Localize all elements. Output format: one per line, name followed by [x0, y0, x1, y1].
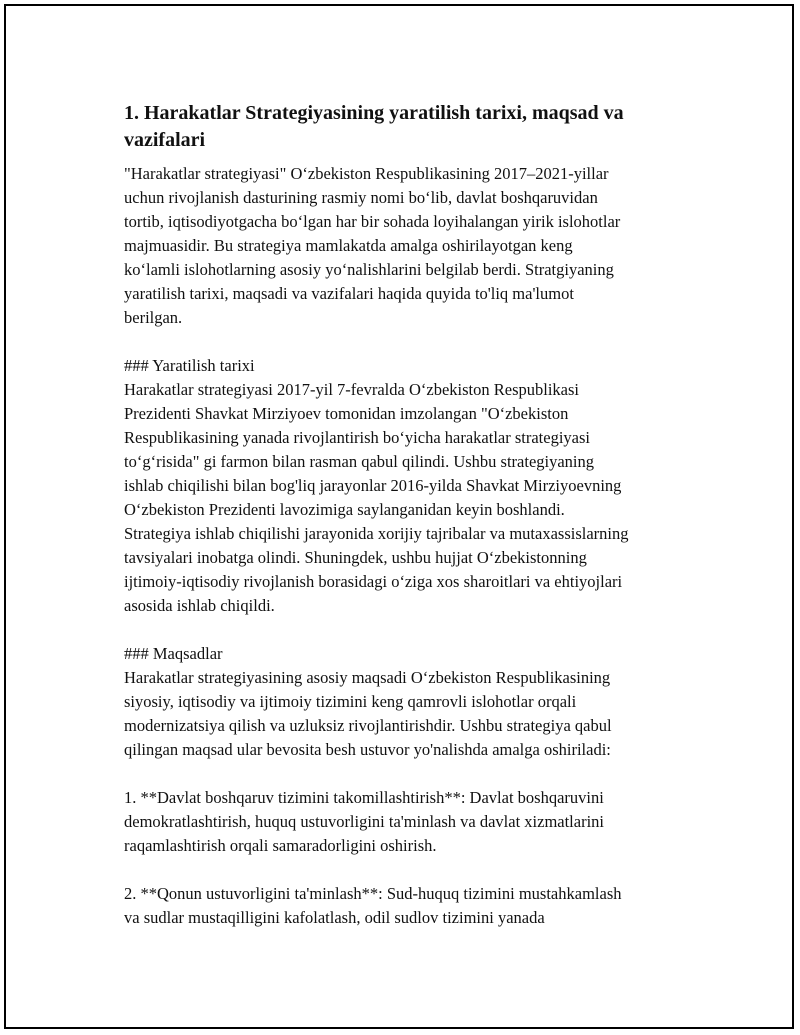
paragraph-gap	[124, 618, 699, 642]
intro-paragraph: "Harakatlar strategiyasi" Oʻzbekiston Respublikasining 2017–2021-yillar uchun rivojlanish dasturining rasmiy nomi boʻlib, davlat boshqaruvidan tortib, iqtisodiyotgacha boʻlgan har bir sohada loyihalangan yirik islohotlar majmuasidir. Bu strategiya mamlakatda amalga oshirilayotgan keng koʻlamli islohotlarning asosiy yoʻnalishlarini belgilab berdi. Stratgiyaning yaratilish tarixi, maqsadi va vazifalari haqida quyida to'liq ma'lumot berilgan.	[124, 164, 621, 327]
list-item-2: 2. **Qonun ustuvorligini ta'minlash**: Sud-huquq tizimini mustahkamlash va sudlar mustaqilligini kafolatlash, odil sudlov tizimini yanada	[124, 884, 622, 927]
list-item-1: 1. **Davlat boshqaruv tizimini takomillashtirish**: Davlat boshqaruvini demokratlashtirish, huquq ustuvorligini ta'minlash va davlat xizmatlarini raqamlashtirish orqali samaradorligini oshirish.	[124, 788, 605, 855]
page-frame	[4, 4, 794, 1029]
paragraph-gap	[124, 858, 699, 882]
document-body	[124, 100, 699, 930]
document-title: 1. Harakatlar Strategiyasining yaratilish tarixi, maqsad va vazifalari	[124, 102, 624, 151]
history-section: ### Yaratilish tarixi Harakatlar strategiyasi 2017-yil 7-fevralda Oʻzbekiston Respublikasi Prezidenti Shavkat Mirziyoev tomonidan imzolangan "Oʻzbekiston Respublikasining yanada rivojlantirish boʻyicha harakatlar strategiyasi toʻgʻrisida" gi farmon bilan rasman qabul qilindi. Ushbu strategiyaning ishlab chiqilishi bilan bog'liq jarayonlar 2016-yilda Shavkat Mirziyoevning Oʻzbekiston Prezidenti lavozimiga saylanganidan keyin boshlandi. Strategiya ishlab chiqilishi jarayonida xorijiy tajribalar va mutaxassislarning tavsiyalari inobatga olindi. Shuningdek, ushbu hujjat Oʻzbekistonning ijtimoiy-iqtisodiy rivojlanish borasidagi oʻziga xos sharoitlari va ehtiyojlari asosida ishlab chiqildi.	[124, 356, 629, 615]
goals-section: ### Maqsadlar Harakatlar strategiyasining asosiy maqsadi Oʻzbekiston Respublikasining siyosiy, iqtisodiy va ijtimoiy tizimini keng qamrovli islohotlar orqali modernizatsiya qilish va uzluksiz rivojlantirishdir. Ushbu strategiya qabul qilingan maqsad ular bevosita besh ustuvor yo'nalishda amalga oshiriladi:	[124, 644, 612, 759]
paragraph-gap	[124, 762, 699, 786]
paragraph-gap	[124, 330, 699, 354]
